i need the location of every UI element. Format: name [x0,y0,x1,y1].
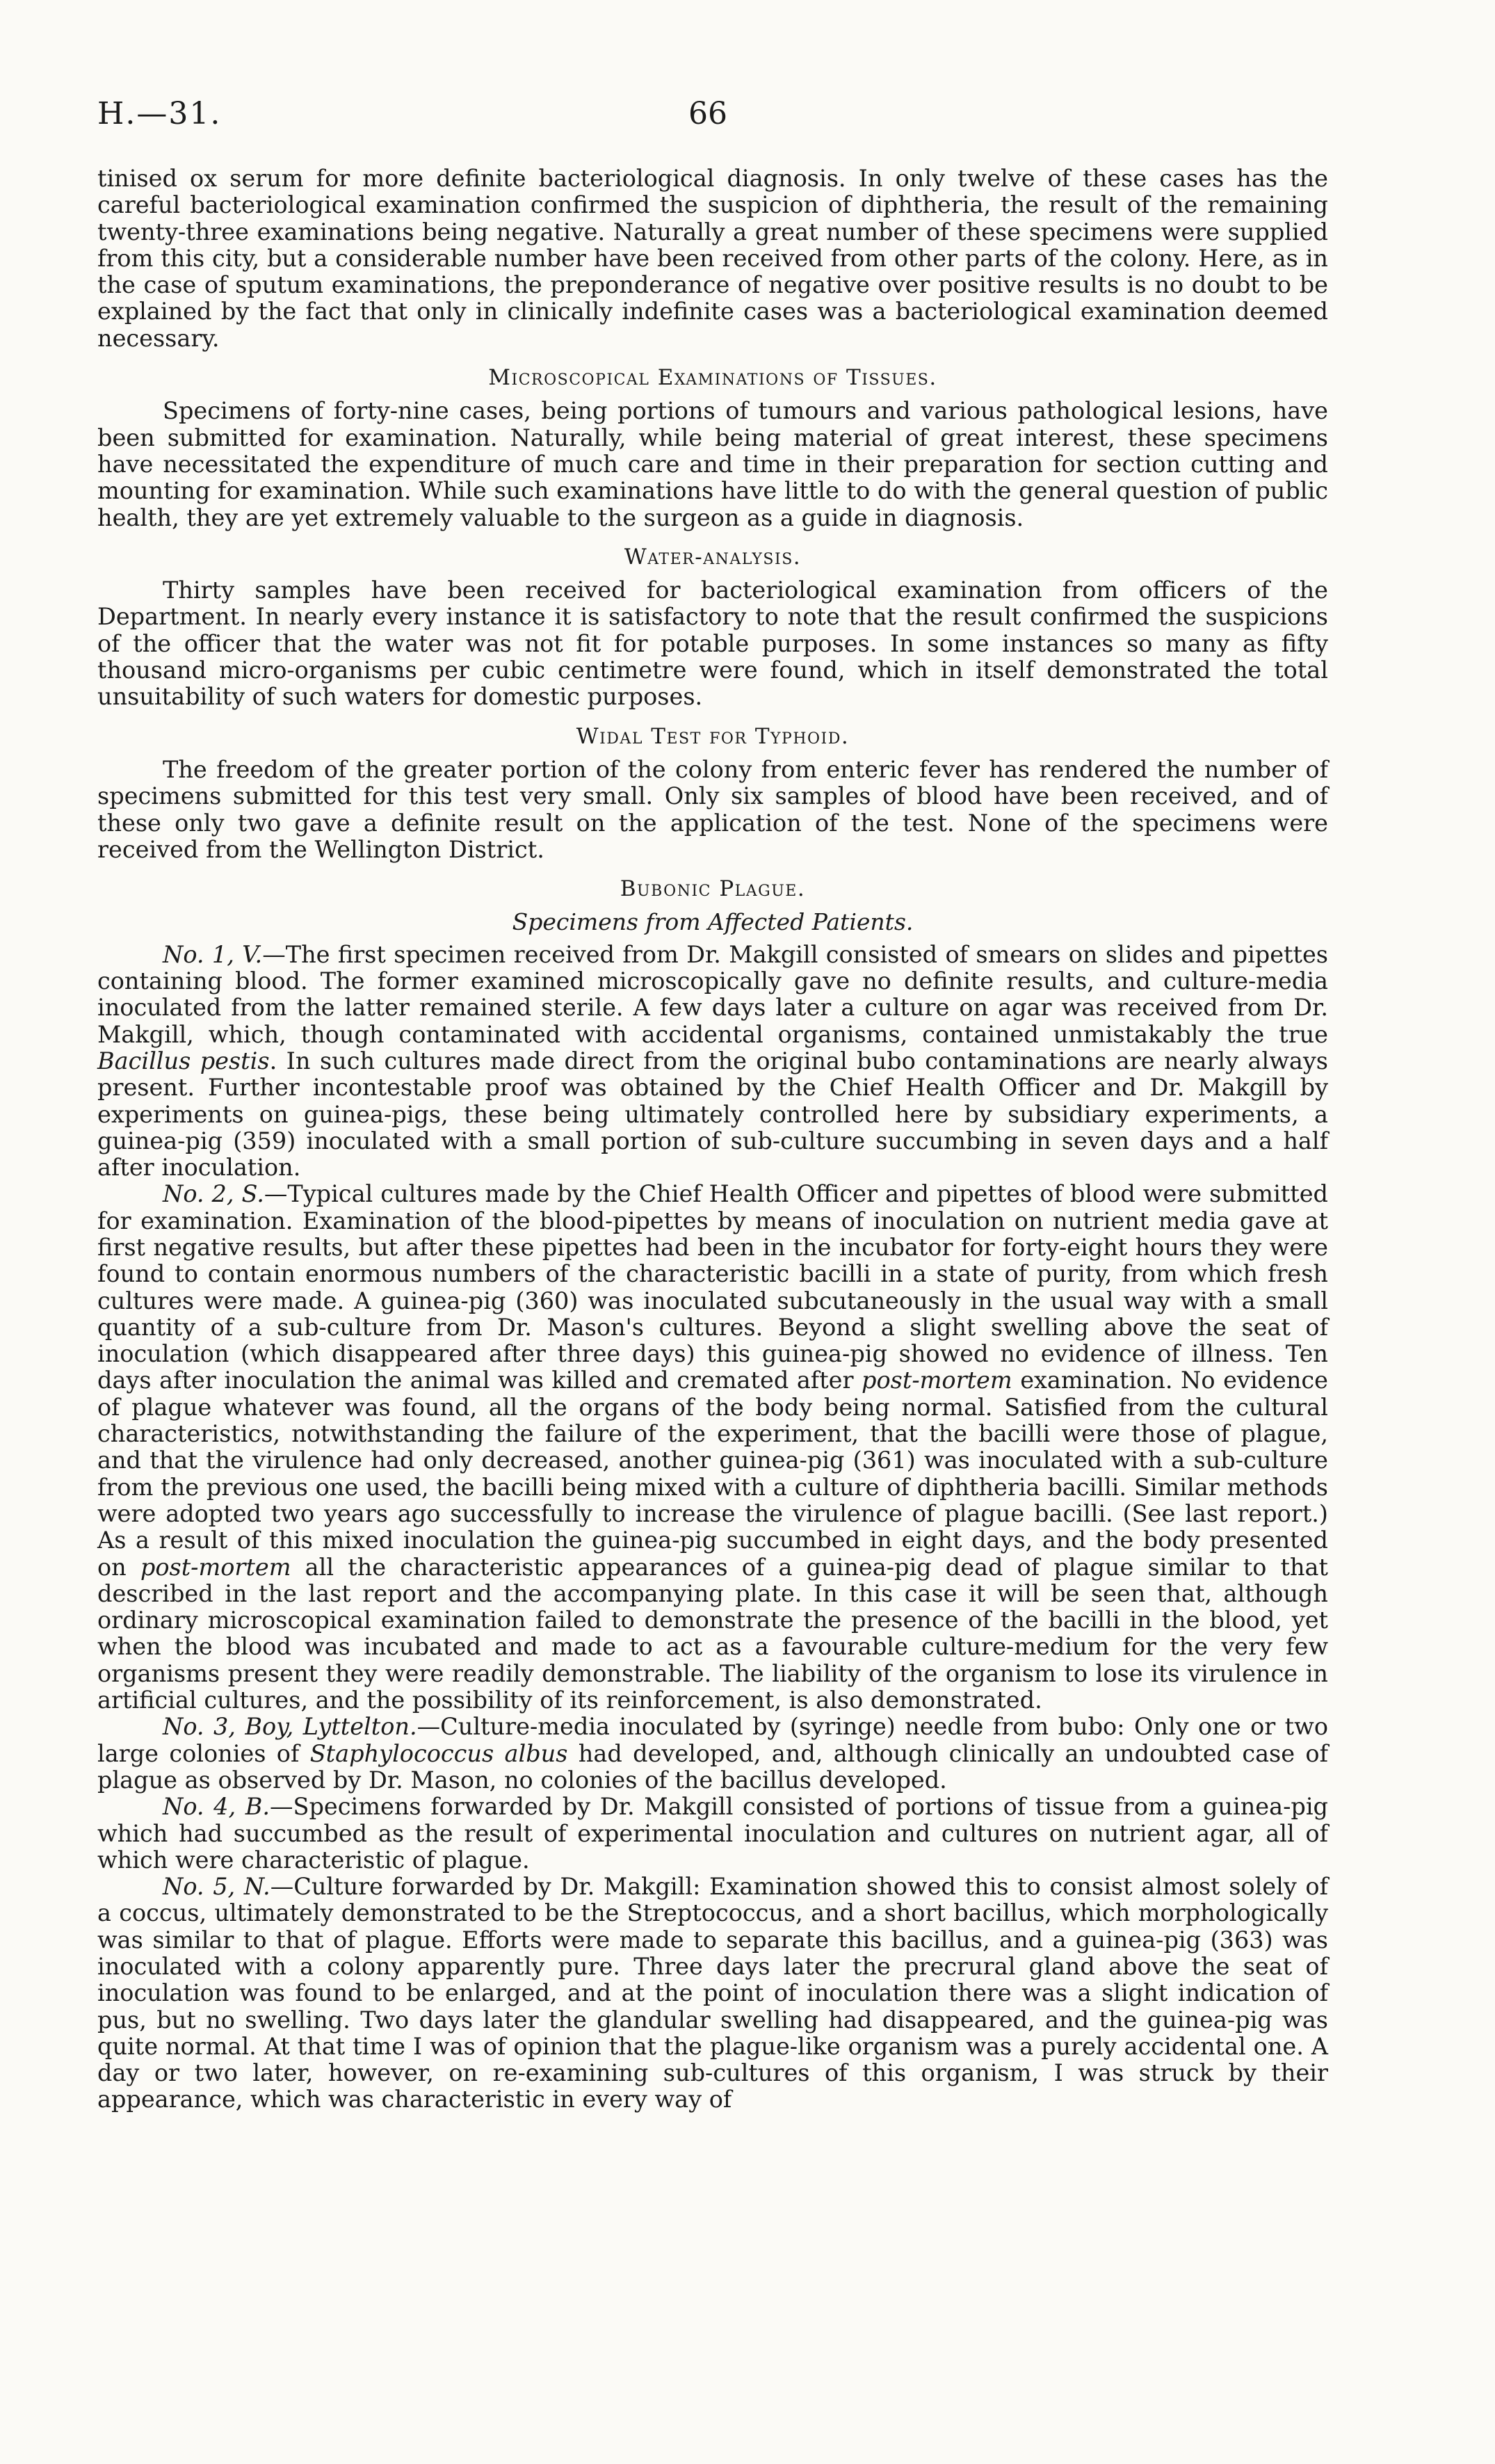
case-2-lead: No. 2, S. [163,1180,264,1208]
tissues-paragraph: Specimens of forty-nine cases, being portions of tumours and various pathological lesions, have been submitted for examination. Naturally, while being material of great interest, these specimens have necessitated the expenditure of much care and time in their preparation for section cutting and mounting for examination. While such examinations have little to do with the general question of public health, they are yet extremely valuable to the surgeon as a guide in diagnosis. [97,397,1328,531]
case-2-text-b: examination. No evidence of plague whatever was found, all the organs of the body being normal. Satisfied from the cultural characteristics, notwithstanding the failure of the experiment, that the bacilli were those of plague, and that the virulence had only decreased, another guinea-pig (361) was inoculated with a sub-culture from the previous one used, the bacilli being mixed with a culture of diphtheria bacilli. Similar methods were adopted two years ago successfully to increase the virulence of plague bacilli. (See last report.) As a result of this mixed inoculation the guinea-pig succumbed in eight days, and the body presented on [97,1367,1328,1581]
water-heading: Water-analysis. [624,544,802,570]
document-body [97,166,1328,2113]
case-2-italic-a: post-mortem [862,1367,1012,1394]
widal-heading: Widal Test for Typhoid. [576,723,850,749]
case-4-paragraph [97,1794,1328,1874]
case-4-lead: No. 4, B. [163,1793,270,1821]
plague-heading: Bubonic Plague. [620,876,806,902]
case-1-lead: No. 1, V. [163,940,263,968]
case-2-text-a: —Typical cultures made by the Chief Health Officer and pipettes of blood were submitted for examination. Examination of the blood-pipettes by means of inoculation on nutrient media gave at first negative results, but after these pipettes had been in the incubator for forty-eight hours they were found to contain enormous numbers of the characteristic bacilli in a state of purity, from which fresh cultures were made. A guinea-pig (360) was inoculated subcutaneously in the usual way with a small quantity of a sub-culture from Dr. Mason's cultures. Beyond a slight swelling above the seat of inoculation (which disappeared after three days) this guinea-pig showed no evidence of illness. Ten days after inoculation the animal was killed and cremated after [97,1180,1328,1394]
plague-subheading: Specimens from Affected Patients. [512,908,914,936]
case-5-paragraph [97,1874,1328,2113]
page-number: 66 [688,96,727,131]
case-1-italic-a: Bacillus pestis [97,1047,270,1074]
case-5-text-a: —Culture forwarded by Dr. Makgill: Examination showed this to consist almost solely of a coccus, ultimately demonstrated to be the Streptococcus, and a short bacillus, which morphologically was similar to that of plague. Efforts were made to separate this bacillus, and a guinea-pig (363) was inoculated with a colony apparently pure. Three days later the precrural gland above the seat of inoculation was found to be enlarged, and at the point of inoculation there was a slight indication of pus, but no swelling. Two days later the glandular swelling had disappeared, and the guinea-pig was quite normal. At that time I was of opinion that the plague-like organism was a purely accidental one. A day or two later, however, on re-examining sub-cultures of this organism, I was struck by their appearance, which was characteristic in every way of [97,1873,1328,2113]
case-5-lead: No. 5, N. [163,1873,270,1901]
case-2-paragraph [97,1181,1328,1714]
intro-paragraph: tinised ox serum for more definite bacteriological diagnosis. In only twelve of these cases has the careful bacteriological examination confirmed the suspicion of diphtheria, the result of the remaining twenty-three examinations being negative. Naturally a great number of these specimens were supplied from this city, but a considerable number have been received from other parts of the colony. Here, as in the case of sputum examinations, the preponderance of negative over positive results is no doubt to be explained by the fact that only in clinically indefinite cases was a bacteriological examination deemed necessary. [97,165,1328,352]
case-1-paragraph [97,942,1328,1182]
case-3-text-a: —Culture-media inoculated by (syringe) needle from bubo: Only one or two large colonies of [97,1713,1328,1767]
case-2-text-c: all the characteristic appearances of a guinea-pig dead of plague similar to that described in the last report and the accompanying plate. In this case it will be seen that, although ordinary microscopical examination failed to demonstrate the presence of the bacilli in the blood, yet when the blood was incubated and made to act as a favourable culture-medium for the very few organisms present they were readily demonstrable. The liability of the organism to lose its virulence in artificial cultures, and the possibility of its reinforcement, is also demonstrated. [97,1553,1328,1714]
case-3-italic-a: Staphylococcus albus [309,1739,568,1767]
widal-paragraph: The freedom of the greater portion of the colony from enteric fever has rendered the number of specimens submitted for this test very small. Only six samples of blood have been received, and of these only two gave a definite result on the application of the test. None of the specimens were received from the Wellington District. [97,755,1328,863]
case-4-text-a: —Specimens forwarded by Dr. Makgill consisted of portions of tissue from a guinea-pig which had succumbed as the result of experimental inoculation and cultures on nutrient agar, all of which were characteristic of plague. [97,1793,1328,1874]
case-3-text-b: had developed, and, although clinically an undoubted case of plague as observed by Dr. Mason, no colonies of the bacillus developed. [97,1739,1328,1794]
case-1-text-b: . In such cultures made direct from the original bubo contaminations are nearly always present. Further incontestable proof was obtained by the Chief Health Officer and Dr. Makgill by experiments on guinea-pigs, these being ultimately controlled here by subsidiary experiments, a guinea-pig (359) inoculated with a small portion of sub-culture succumbing in seven days and a half after inoculation. [97,1047,1328,1182]
report-reference: H.—31. [97,96,222,131]
case-3-lead: No. 3, Boy, Lyttelton. [163,1713,417,1741]
case-3-paragraph [97,1714,1328,1794]
water-paragraph: Thirty samples have been received for bacteriological examination from officers of the Department. In nearly every instance it is satisfactory to note that the result confirmed the suspicions of the officer that the water was not fit for potable purposes. In some instances so many as fifty thousand micro-organisms per cubic centimetre were found, which in itself demonstrated the total unsuitability of such waters for domestic purposes. [97,577,1328,711]
case-2-italic-b: post-mortem [140,1553,291,1581]
tissues-heading: Microscopical Examinations of Tissues. [488,365,937,391]
case-1-text-a: —The first specimen received from Dr. Makgill consisted of smears on slides and pipettes containing blood. The former examined microscopically gave no definite results, and culture-media inoculated from the latter remained sterile. A few days later a culture on agar was received from Dr. Makgill, which, though contaminated with accidental organisms, contained unmistakably the true [97,940,1328,1048]
